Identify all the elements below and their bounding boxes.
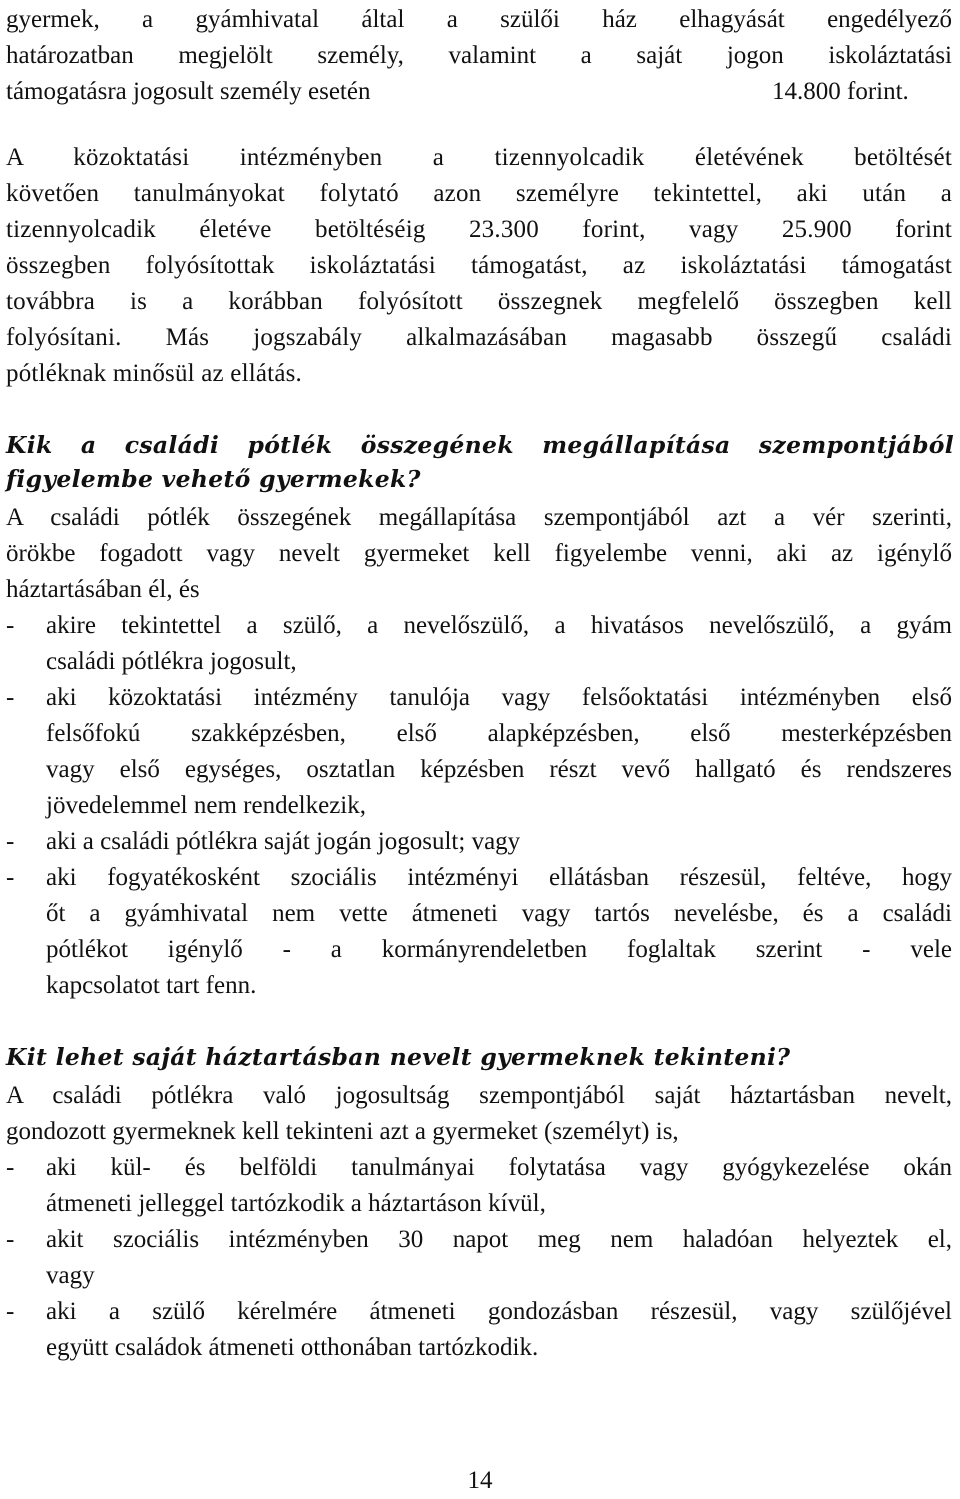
text-line: gyermek, a gyámhivatal által a szülői ház elhagyását engedélyező (6, 6, 952, 33)
list-dash: - (6, 1298, 15, 1325)
text-line: A családi pótlék összegének megállapítása szempontjából azt a vér szerinti, (6, 504, 952, 531)
list-dash: - (6, 864, 15, 891)
text-line-amount (6, 74, 952, 110)
list-item-line: aki fogyatékosként szociális intézményi ellátásban részesül, feltéve, hogy (46, 864, 952, 891)
paragraph-household-definition (6, 1078, 952, 1150)
list-dash: - (6, 1154, 15, 1181)
text-line: A közoktatási intézményben a tizennyolcadik életévének betöltését (6, 144, 952, 171)
list-dash: - (6, 612, 15, 639)
list-item-line: átmeneti jelleggel tartózkodik a háztartáson kívül, (46, 1190, 546, 1217)
text-line: határozatban megjelölt személy, valamint a saját jogon iskoláztatási (6, 42, 952, 69)
list-item (6, 860, 952, 1004)
page-number: 14 (467, 1467, 493, 1494)
list-item-line: aki a szülő kérelmére átmeneti gondozásban részesül, vagy szülőjével (46, 1298, 952, 1325)
list-item-line: jövedelemmel nem rendelkezik, (46, 792, 367, 819)
household-list (6, 1150, 952, 1366)
paragraph-school-support (6, 140, 952, 392)
text-line: pótléknak minősül az ellátás. (6, 360, 302, 387)
list-item (6, 1150, 952, 1222)
list-item-line: őt a gyámhivatal nem vette átmeneti vagy tartós nevelésbe, és a családi (46, 900, 952, 927)
text-line: összegben folyósítottak iskoláztatási támogatást, az iskoláztatási támogatást (6, 252, 952, 279)
list-item-line: kapcsolatot tart fenn. (46, 972, 257, 999)
section-heading-household (6, 1040, 954, 1074)
text-line: folyósítani. Más jogszabály alkalmazásában magasabb összegű családi (6, 324, 952, 351)
list-item (6, 608, 952, 680)
list-item (6, 1294, 952, 1366)
text-line: A családi pótlékra való jogosultság szempontjából saját háztartásban nevelt, (6, 1082, 952, 1109)
list-dash: - (6, 1226, 15, 1253)
list-dash: - (6, 684, 15, 711)
list-item-line: akire tekintettel a szülő, a nevelőszülő, a hivatásos nevelőszülő, a gyám (46, 612, 952, 639)
conditions-list (6, 608, 952, 1004)
list-item-line: pótlékot igénylő - a kormányrendeletben foglaltak szerint - vele (46, 936, 952, 963)
text-line: gondozott gyermeknek kell tekinteni azt a gyermeket (személyt) is, (6, 1118, 679, 1145)
heading-line: Kik a családi pótlék összegének megállapítása szempontjából (6, 431, 954, 459)
list-item-line: együtt családok átmeneti otthonában tartózkodik. (46, 1334, 539, 1361)
text-line: továbbra is a korábban folyósított összegnek megfelelő összegben kell (6, 288, 952, 315)
section-heading-children (6, 428, 954, 496)
list-item (6, 1222, 952, 1294)
list-item (6, 824, 952, 860)
text-line: követően tanulmányokat folytató azon személyre tekintettel, aki után a (6, 180, 952, 207)
list-item (6, 680, 952, 824)
list-item-line: aki kül- és belföldi tanulmányai folytatása vagy gyógykezelése okán (46, 1154, 952, 1181)
list-item-line: aki a családi pótlékra saját jogán jogosult; vagy (46, 828, 521, 855)
paragraph-fee-continuation (6, 2, 952, 110)
text-line: támogatásra jogosult személy esetén (6, 78, 371, 105)
text-line: tizennyolcadik életéve betöltéséig 23.300 forint, vagy 25.900 forint (6, 216, 952, 243)
list-item-line: családi pótlékra jogosult, (46, 648, 297, 675)
list-item-line: felsőfokú szakképzésben, első alapképzésben, első mesterképzésben (46, 720, 952, 747)
heading-line: figyelembe vehető gyermekek? (6, 465, 421, 493)
paragraph-children-definition (6, 500, 952, 608)
list-item-line: vagy (46, 1262, 95, 1289)
text-line: örökbe fogadott vagy nevelt gyermeket kell figyelembe venni, aki az igénylő (6, 540, 952, 567)
heading-line: Kit lehet saját háztartásban nevelt gyermeknek tekinteni? (6, 1043, 791, 1071)
amount: 14.800 forint. (772, 78, 909, 105)
list-item-line: vagy első egységes, osztatlan képzésben részt vevő hallgató és rendszeres (46, 756, 952, 783)
list-dash: - (6, 828, 15, 855)
list-item-line: aki közoktatási intézmény tanulója vagy felsőoktatási intézményben első (46, 684, 952, 711)
text-line: háztartásában él, és (6, 576, 200, 603)
list-item-line: akit szociális intézményben 30 napot meg nem haladóan helyeztek el, (46, 1226, 952, 1253)
